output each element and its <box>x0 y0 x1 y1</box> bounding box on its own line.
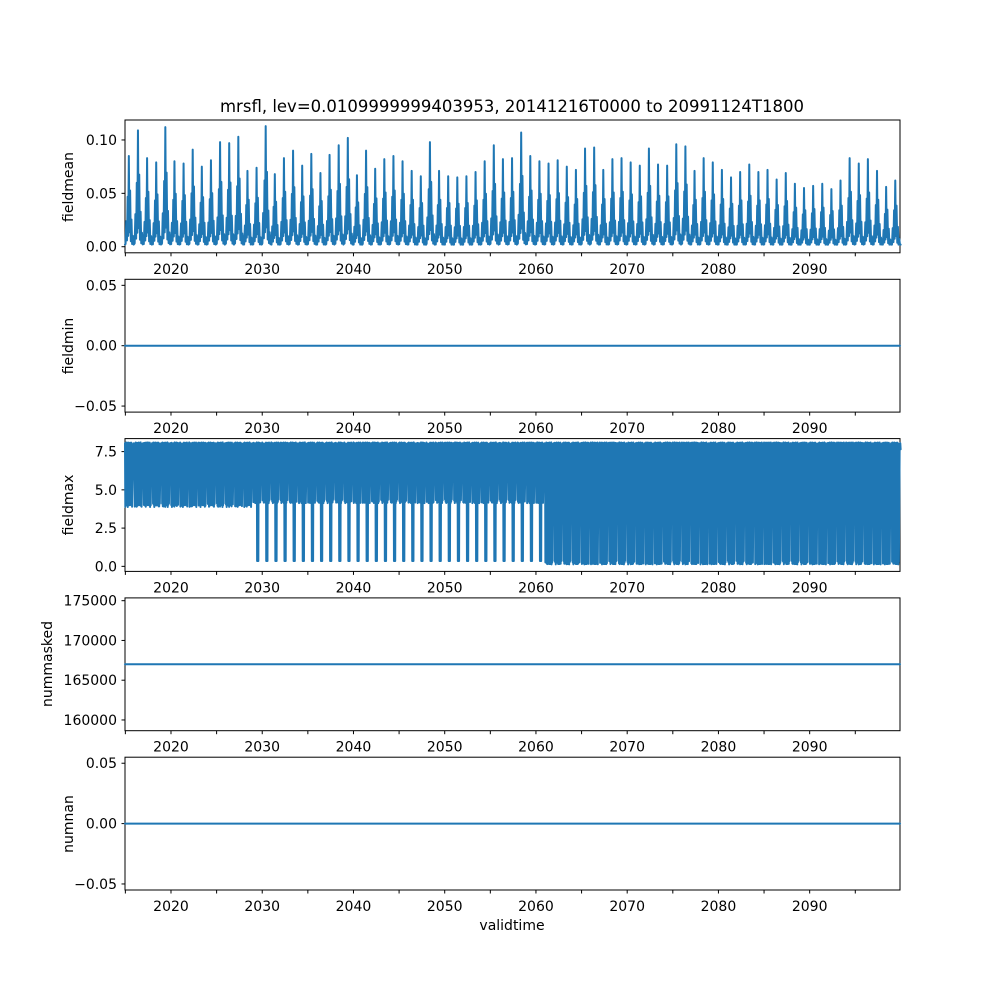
ylabel-numnan: numnan <box>61 795 77 853</box>
x-tick-label: 2070 <box>609 739 646 756</box>
ylabel-fieldmean: fieldmean <box>61 152 77 222</box>
x-tick-label: 2060 <box>518 421 554 438</box>
x-tick-label: 2060 <box>518 580 554 597</box>
x-tick-label: 2050 <box>426 899 463 915</box>
x-tick-label: 2040 <box>335 899 372 915</box>
x-tick-label: 2020 <box>153 421 189 438</box>
y-tick-label: 0.00 <box>85 338 117 355</box>
y-tick-label: −0.05 <box>74 876 117 893</box>
x-tick-label: 2020 <box>153 261 189 278</box>
x-tick-label: 2040 <box>335 261 372 278</box>
y-tick-label: 165000 <box>63 673 117 690</box>
x-tick-label: 2080 <box>700 421 737 438</box>
x-tick-label: 2050 <box>426 261 463 278</box>
x-tick-label: 2080 <box>700 899 737 915</box>
x-tick-label: 2060 <box>518 261 554 278</box>
y-tick-label: 0.00 <box>85 239 117 256</box>
ylabel-fieldmin: fieldmin <box>61 317 77 375</box>
x-tick-label: 2060 <box>518 899 554 915</box>
x-tick-label: 2080 <box>700 739 737 756</box>
x-tick-label: 2090 <box>791 261 828 278</box>
x-tick-label: 2040 <box>335 421 372 438</box>
x-tick-label: 2020 <box>153 899 189 915</box>
figure-title: mrsfl, lev=0.0109999999403953, 20141216T0000 to 20991124T1800 <box>219 97 805 116</box>
x-tick-label: 2030 <box>244 899 281 915</box>
x-tick-label: 2080 <box>700 580 737 597</box>
x-tick-label: 2070 <box>609 421 646 438</box>
x-tick-label: 2050 <box>426 580 463 597</box>
x-tick-label: 2030 <box>244 739 281 756</box>
x-tick-label: 2080 <box>700 261 737 278</box>
x-tick-label: 2030 <box>244 261 281 278</box>
ylabel-fieldmax: fieldmax <box>61 474 77 536</box>
x-tick-label: 2070 <box>609 261 646 278</box>
y-tick-label: 0.05 <box>85 278 117 295</box>
x-tick-label: 2070 <box>609 899 646 915</box>
y-tick-label: 0.00 <box>85 816 117 833</box>
y-tick-label: −0.05 <box>74 399 117 416</box>
x-tick-label: 2070 <box>609 580 646 597</box>
x-tick-label: 2090 <box>791 899 828 915</box>
y-tick-label: 7.5 <box>94 444 117 461</box>
fieldmax-series <box>125 442 901 564</box>
x-axis-label: validtime <box>479 918 545 934</box>
y-tick-label: 5.0 <box>94 482 117 499</box>
ylabel-nummasked: nummasked <box>40 620 56 708</box>
y-tick-label: 0.05 <box>85 186 117 203</box>
x-tick-label: 2060 <box>518 739 554 756</box>
x-tick-label: 2030 <box>244 580 281 597</box>
y-tick-label: 0.05 <box>85 756 117 773</box>
x-tick-label: 2050 <box>426 421 463 438</box>
y-tick-label: 0.10 <box>85 132 117 149</box>
x-tick-label: 2040 <box>335 739 372 756</box>
x-tick-label: 2090 <box>791 421 828 438</box>
x-tick-label: 2030 <box>244 421 281 438</box>
y-tick-label: 175000 <box>63 593 117 610</box>
x-tick-label: 2090 <box>791 739 828 756</box>
x-tick-label: 2050 <box>426 739 463 756</box>
y-tick-label: 160000 <box>63 712 117 729</box>
x-tick-label: 2040 <box>335 580 372 597</box>
y-tick-label: 170000 <box>63 633 117 650</box>
fieldmean-series <box>125 126 901 245</box>
x-tick-label: 2020 <box>153 739 189 756</box>
y-tick-label: 0.0 <box>94 559 117 576</box>
x-tick-label: 2020 <box>153 580 189 597</box>
x-tick-label: 2090 <box>791 580 828 597</box>
y-tick-label: 2.5 <box>94 521 117 538</box>
